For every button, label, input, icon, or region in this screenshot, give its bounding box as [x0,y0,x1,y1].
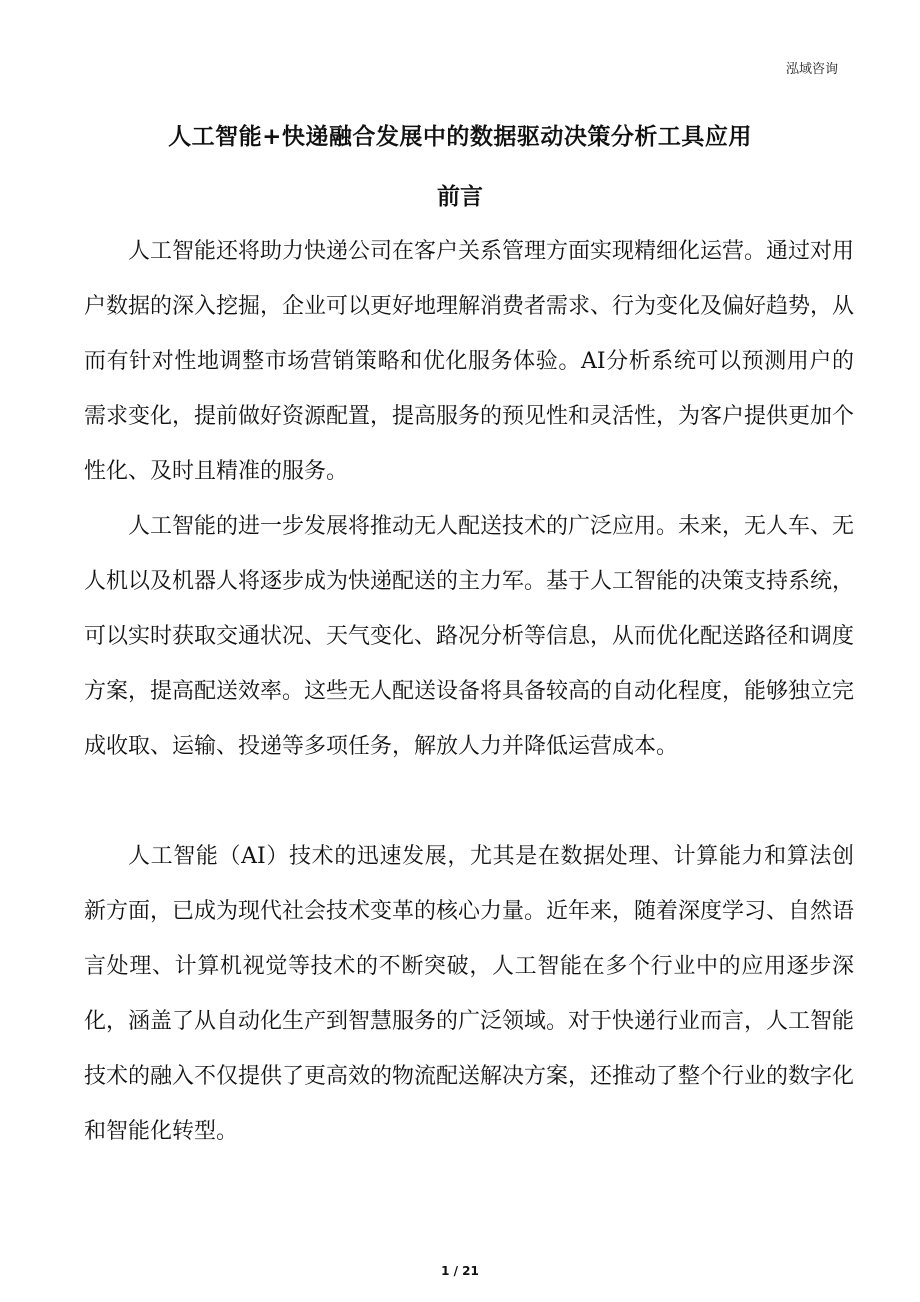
body-paragraph: 人工智能（AI）技术的迅速发展，尤其是在数据处理、计算能力和算法创新方面，已成为现代社会技术变革的核心力量。近年来，随着深度学习、自然语言处理、计算机视觉等技术的不断突破，人工智能在多个行业中的应用逐步深化，涵盖了从自动化生产到智慧服务的广泛领域。对于快递行业而言，人工智能技术的融入不仅提供了更高效的物流配送解决方案，还推动了整个行业的数字化和智能化转型。 [84,844,855,1144]
body-paragraph: 人工智能的进一步发展将推动无人配送技术的广泛应用。未来，无人车、无人机以及机器人将逐步成为快递配送的主力军。基于人工智能的决策支持系统，可以实时获取交通状况、天气变化、路况分析等信息，从而优化配送路径和调度方案，提高配送效率。这些无人配送设备将具备较高的自动化程度，能够独立完成收取、运输、投递等多项任务，解放人力并降低运营成本。 [84,514,855,759]
document-title: 人工智能+快递融合发展中的数据驱动决策分析工具应用 [168,124,752,150]
page-number: 1 / 21 [441,1264,479,1278]
body-paragraph: 人工智能还将助力快递公司在客户关系管理方面实现精细化运营。通过对用户数据的深入挖掘，企业可以更好地理解消费者需求、行为变化及偏好趋势，从而有针对性地调整市场营销策略和优化服务体验。AI分析系统可以预测用户的需求变化，提前做好资源配置，提高服务的预见性和灵活性，为客户提供更加个性化、及时且精准的服务。 [84,239,855,484]
header-company-name: 泓域咨询 [785,62,838,77]
section-heading-preface: 前言 [437,184,483,210]
